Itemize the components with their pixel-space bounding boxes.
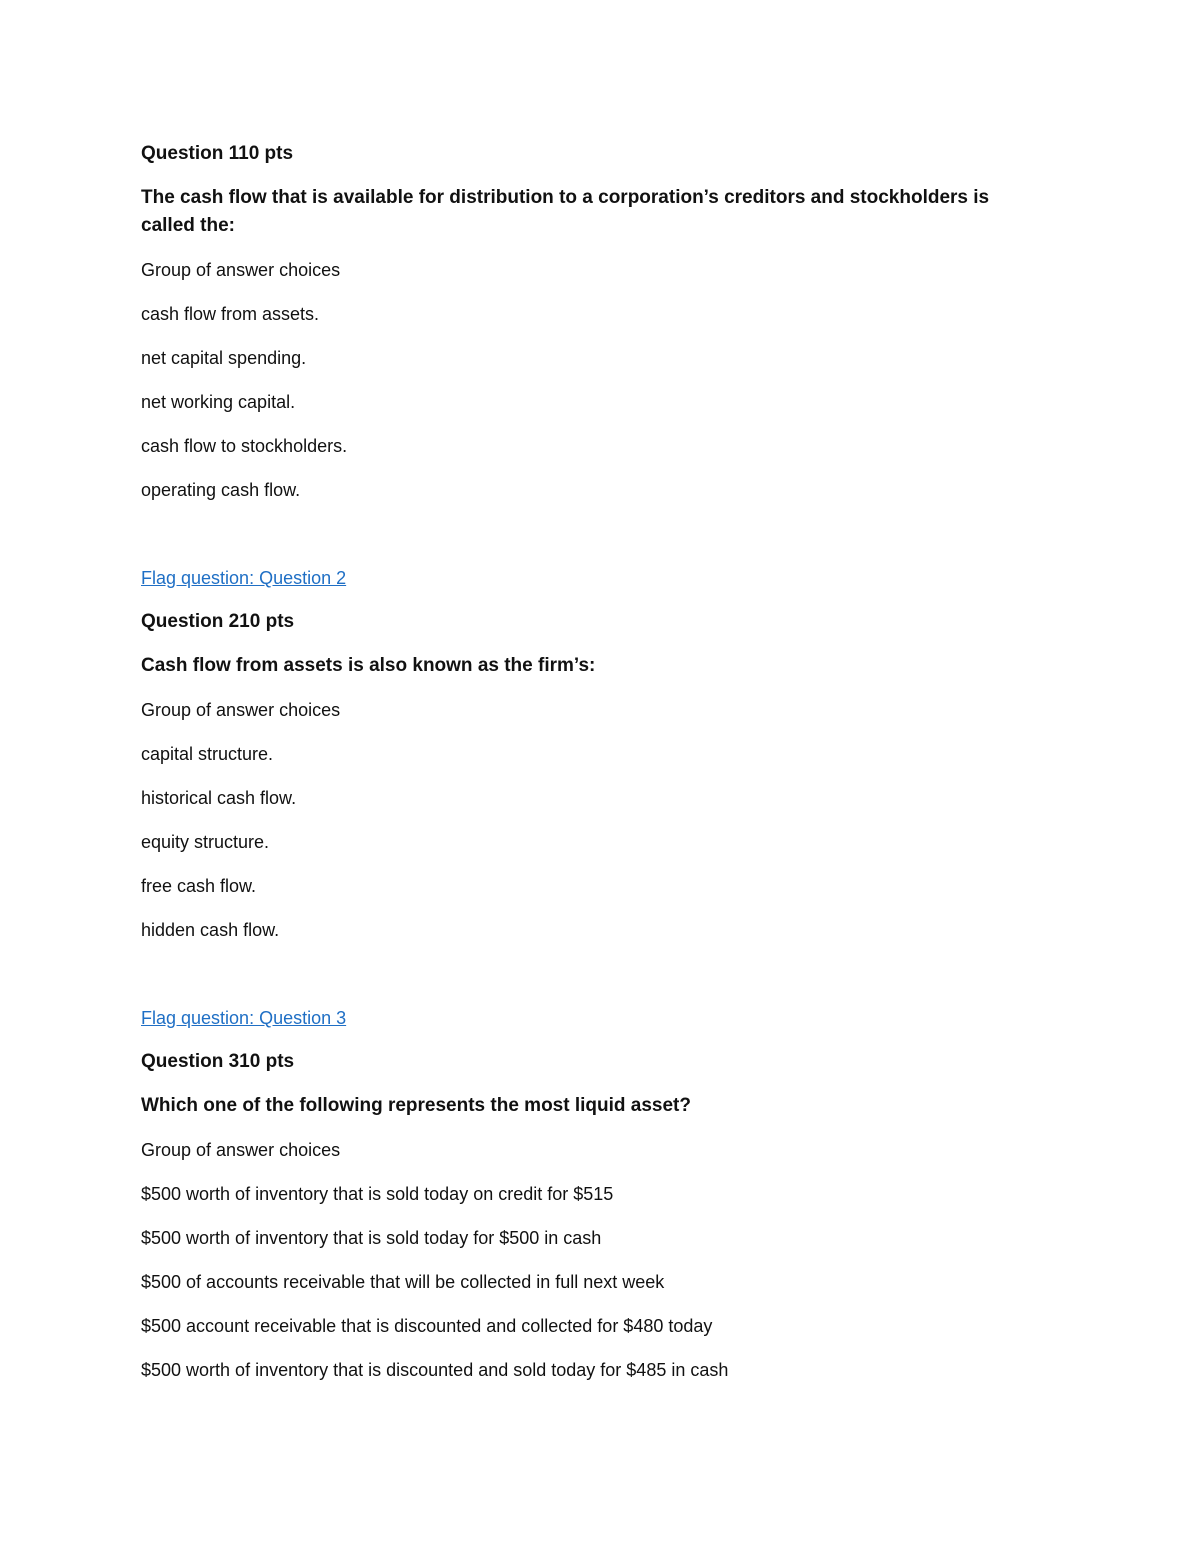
document-page (141, 140, 1041, 1400)
answer-choice[interactable]: net working capital. (141, 392, 296, 412)
answer-choice[interactable]: capital structure. (141, 744, 274, 764)
question-text: The cash flow that is available for distribution to a corporation’s creditors and stockholders is called the: (141, 187, 990, 236)
answer-choice[interactable]: historical cash flow. (141, 788, 297, 808)
answer-choice[interactable]: free cash flow. (141, 876, 257, 896)
answer-choice[interactable]: $500 of accounts receivable that will be collected in full next week (141, 1272, 665, 1292)
answer-choice[interactable]: equity structure. (141, 832, 270, 852)
flag-question-link[interactable]: Flag question: Question 3 (141, 1008, 347, 1028)
answer-choice[interactable]: $500 worth of inventory that is sold today on credit for $515 (141, 1184, 614, 1204)
section-spacer (141, 520, 1041, 564)
question-1 (141, 140, 1041, 504)
answer-choice[interactable]: $500 worth of inventory that is discounted and sold today for $485 in cash (141, 1360, 729, 1380)
question-2 (141, 564, 1041, 944)
question-text: Which one of the following represents the most liquid asset? (141, 1095, 691, 1116)
flag-question-link[interactable]: Flag question: Question 2 (141, 568, 347, 588)
question-title: Question 310 pts (141, 1051, 295, 1072)
answer-choice[interactable]: operating cash flow. (141, 480, 301, 500)
answer-choice[interactable]: hidden cash flow. (141, 920, 280, 940)
answer-choice[interactable]: cash flow from assets. (141, 304, 320, 324)
answer-choice[interactable]: $500 account receivable that is discounted and collected for $480 today (141, 1316, 713, 1336)
answer-group-label: Group of answer choices (141, 700, 341, 720)
answer-group-label: Group of answer choices (141, 260, 341, 280)
answer-choices (141, 300, 1041, 504)
question-title: Question 210 pts (141, 611, 295, 632)
question-title: Question 110 pts (141, 143, 294, 164)
answer-choice[interactable]: cash flow to stockholders. (141, 436, 348, 456)
answer-group-label: Group of answer choices (141, 1140, 341, 1160)
answer-choice[interactable]: net capital spending. (141, 348, 307, 368)
question-text: Cash flow from assets is also known as the firm’s: (141, 655, 596, 676)
answer-choices (141, 740, 1041, 944)
answer-choices (141, 1180, 1041, 1384)
section-spacer (141, 960, 1041, 1004)
answer-choice[interactable]: $500 worth of inventory that is sold today for $500 in cash (141, 1228, 602, 1248)
question-3 (141, 1004, 1041, 1384)
